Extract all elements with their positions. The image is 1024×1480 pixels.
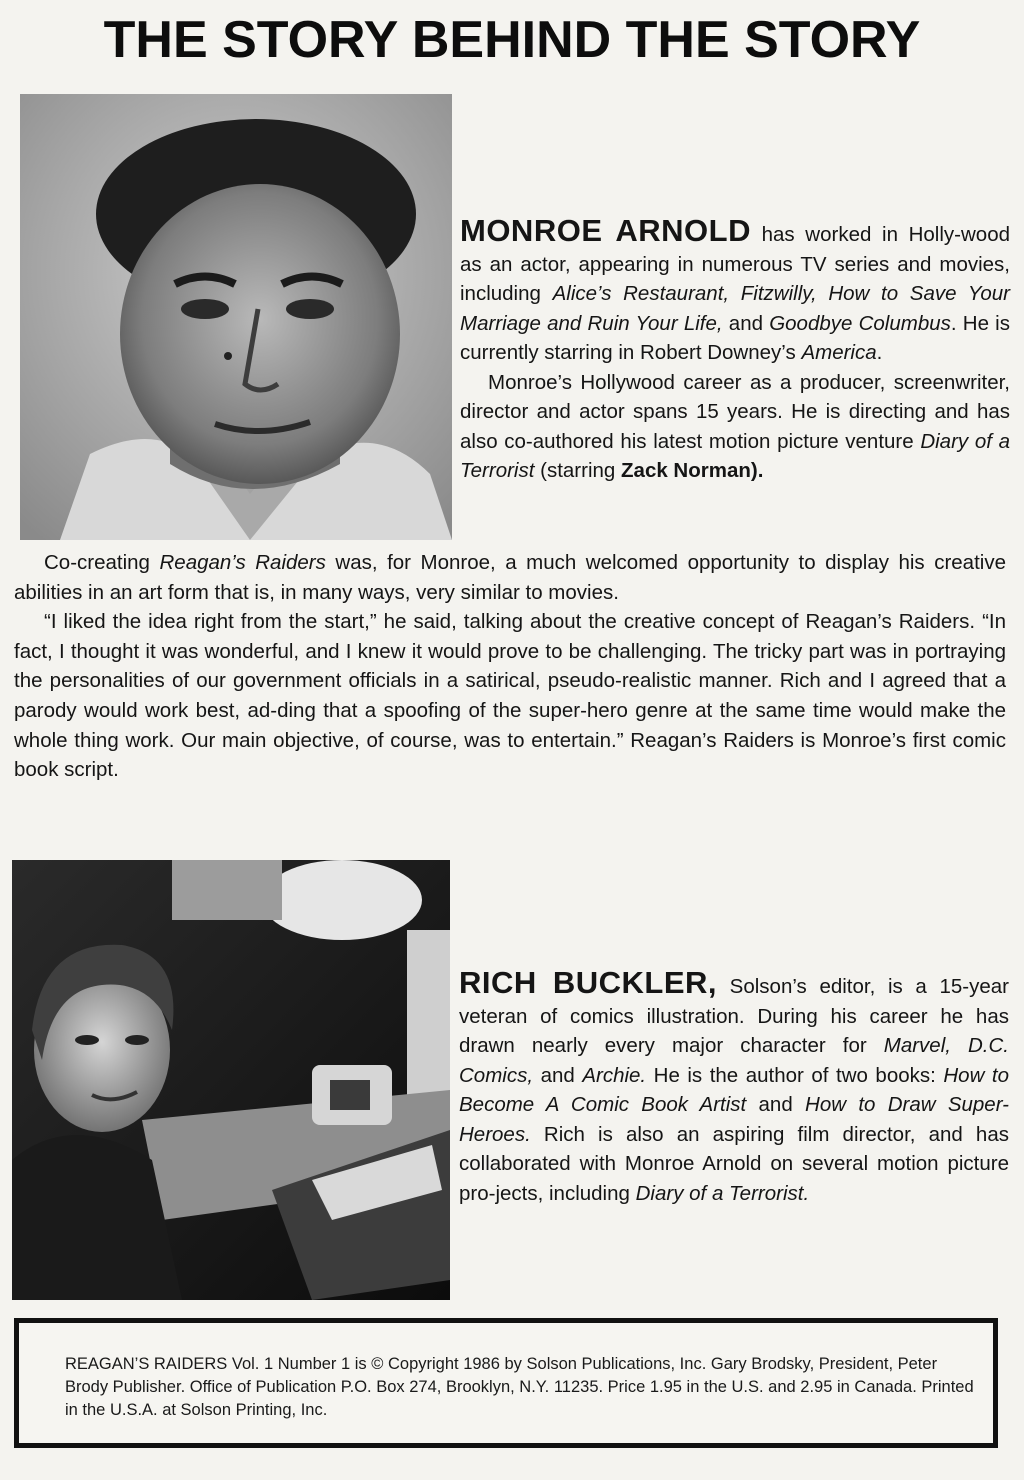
monroe-quote: “I liked the idea right from the start,” he said, talking about the creative concept of Reagan’s Raiders. “In fact, I thought it was wonderful, and I knew it would prove to be challenging. The tricky part was in portraying the personalities of our government officials in a satirical, pseudo-realistic manner. Rich and I agreed that a parody would work best, ad-ding that a spoofing of the super-hero genre at the same time would make the whole thing work. Our main objective, of course, was to entertain.” Reagan’s Raiders is Monroe’s first comic book script. <box>14 610 1006 782</box>
monroe-arnold-bio <box>460 213 1010 486</box>
rich-buckler-name: RICH BUCKLER, <box>459 965 718 1000</box>
book-title: How to Draw Super-Heroes. <box>459 1093 1009 1146</box>
bio-text: He is the author of two books: <box>646 1063 944 1087</box>
copyright-box <box>14 1318 998 1448</box>
bio-text: . <box>876 341 883 364</box>
rich-buckler-bio <box>459 965 1010 1208</box>
publisher-name: Archie. <box>582 1063 647 1087</box>
bio-text: Co-creating <box>44 551 160 574</box>
bio-text: and <box>722 311 770 335</box>
monroe-arnold-name: MONROE ARNOLD <box>460 213 751 248</box>
star-name: Zack Norman <box>621 459 751 482</box>
monroe-arnold-bio-continued <box>14 548 1006 785</box>
page-title: THE STORY BEHIND THE STORY <box>103 11 921 69</box>
bio-text: has worked in Holly-wood as an actor, appearing in numerous TV series and movies, including <box>460 223 1010 305</box>
bio-text: . He is currently starring in Robert Downey’s <box>460 311 1010 364</box>
rich-buckler-photo <box>12 860 450 1300</box>
film-list: Alice’s Restaurant, Fitzwilly, How to Save Your Marriage and Ruin Your Life, <box>460 282 1010 335</box>
film-title: Diary of a Terrorist. <box>635 1181 810 1205</box>
bio-text: Solson’s editor, is a 15-year veteran of comics illustration. During his career he has drawn nearly every major character for <box>459 975 1009 1057</box>
film-title: America <box>801 341 877 364</box>
bio-text: (starring <box>534 459 622 482</box>
bio-text: was, for Monroe, a much welcomed opportunity to display his creative abilities in an art form that is, in many ways, very similar to movies. <box>14 551 1006 604</box>
bio-text: ). <box>750 459 764 482</box>
copyright-notice: REAGAN’S RAIDERS Vol. 1 Number 1 is © Copyright 1986 by Solson Publications, Inc. Gary Brodsky, President, Peter Brody Publisher. Office of Publication P.O. Box 274, Brooklyn, N.Y. 11235. Price 1.95 in the U.S. and 2.95 in Canada. Printed in the U.S.A. at Solson Printing, Inc. <box>65 1355 974 1419</box>
monroe-arnold-photo <box>20 94 452 540</box>
bio-text: and <box>533 1063 583 1087</box>
bio-text: Rich is also an aspiring film director, and has collaborated with Monroe Arnold on several motion picture pro-jects, including <box>459 1122 1009 1205</box>
book-title: How to Become A Comic Book Artist <box>459 1063 1009 1116</box>
film-title: Goodbye Columbus <box>769 311 951 335</box>
publisher-names: Marvel, D.C. Comics, <box>459 1034 1010 1087</box>
film-title: Diary of a Terrorist <box>460 429 1010 482</box>
bio-text: and <box>746 1093 806 1116</box>
bio-text: Monroe’s Hollywood career as a producer, screenwriter, director and actor spans 15 years. He is directing and has also co-authored his latest motion picture venture <box>460 370 1010 453</box>
comic-title: Reagan’s Raiders <box>159 551 326 574</box>
